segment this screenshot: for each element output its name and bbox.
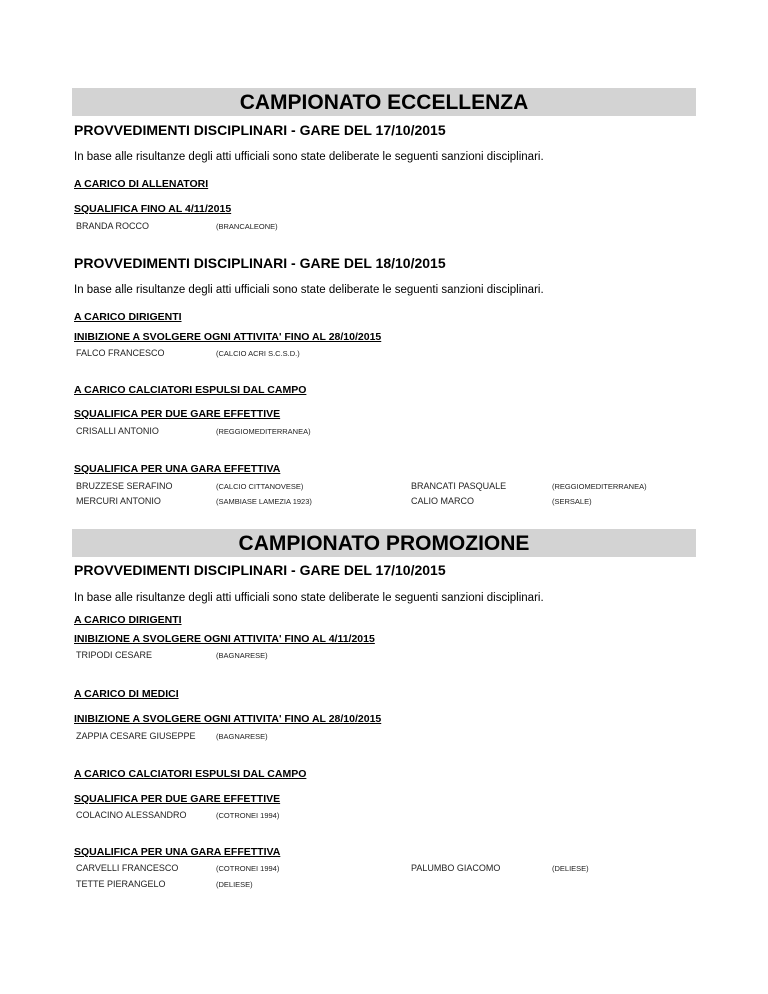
- club-name: (DELIESE): [552, 864, 589, 873]
- person-name: COLACINO ALESSANDRO: [76, 810, 187, 820]
- heading: PROVVEDIMENTI DISCIPLINARI - GARE DEL 17/10/2015: [74, 562, 446, 578]
- sanction-heading: SQUALIFICA FINO AL 4/11/2015: [74, 203, 232, 215]
- club-name: (DELIESE): [216, 880, 253, 889]
- sanction-heading: SQUALIFICA PER UNA GARA EFFETTIVA: [74, 846, 281, 858]
- club-name: (BAGNARESE): [216, 651, 268, 660]
- person-name: PALUMBO GIACOMO: [411, 863, 501, 873]
- sanction-heading: SQUALIFICA PER UNA GARA EFFETTIVA: [74, 463, 281, 475]
- heading: PROVVEDIMENTI DISCIPLINARI - GARE DEL 18/10/2015: [74, 255, 446, 271]
- person-name: CRISALLI ANTONIO: [76, 426, 159, 436]
- intro-text: In base alle risultanze degli atti ufficiali sono state deliberate le seguenti sanzioni disciplinari.: [74, 592, 544, 604]
- person-name: ZAPPIA CESARE GIUSEPPE: [76, 731, 196, 741]
- subheading: A CARICO DI MEDICI: [74, 688, 179, 700]
- sanction-heading: INIBIZIONE A SVOLGERE OGNI ATTIVITA' FINO AL 28/10/2015: [74, 713, 382, 725]
- sanction-heading: INIBIZIONE A SVOLGERE OGNI ATTIVITA' FINO AL 4/11/2015: [74, 633, 375, 645]
- person-name: BRANDA ROCCO: [76, 221, 150, 231]
- intro-text: In base alle risultanze degli atti ufficiali sono state deliberate le seguenti sanzioni disciplinari.: [74, 151, 544, 163]
- club-name: (REGGIOMEDITERRANEA): [216, 427, 311, 436]
- club-name: (CALCIO ACRI S.C.S.D.): [216, 349, 300, 358]
- subheading: A CARICO CALCIATORI ESPULSI DAL CAMPO: [74, 768, 307, 780]
- section-title-eccellenza: CAMPIONATO ECCELLENZA: [72, 88, 696, 116]
- subheading: A CARICO DIRIGENTI: [74, 311, 182, 323]
- sanction-heading: INIBIZIONE A SVOLGERE OGNI ATTIVITA' FINO AL 28/10/2015: [74, 331, 382, 343]
- section-title-promozione: CAMPIONATO PROMOZIONE: [72, 529, 696, 557]
- person-name: CARVELLI FRANCESCO: [76, 863, 179, 873]
- person-name: BRUZZESE SERAFINO: [76, 481, 173, 491]
- person-name: FALCO FRANCESCO: [76, 348, 165, 358]
- club-name: (CALCIO CITTANOVESE): [216, 482, 304, 491]
- subheading: A CARICO CALCIATORI ESPULSI DAL CAMPO: [74, 384, 307, 396]
- sanction-heading: SQUALIFICA PER DUE GARE EFFETTIVE: [74, 793, 281, 805]
- club-name: (COTRONEI 1994): [216, 864, 280, 873]
- club-name: (SAMBIASE LAMEZIA 1923): [216, 497, 312, 506]
- person-name: TRIPODI CESARE: [76, 650, 153, 660]
- subheading: A CARICO DI ALLENATORI: [74, 178, 209, 190]
- club-name: (COTRONEI 1994): [216, 811, 280, 820]
- intro-text: In base alle risultanze degli atti ufficiali sono state deliberate le seguenti sanzioni disciplinari.: [74, 284, 544, 296]
- person-name: BRANCATI PASQUALE: [411, 481, 507, 491]
- person-name: CALIO MARCO: [411, 496, 475, 506]
- club-name: (BAGNARESE): [216, 732, 268, 741]
- club-name: (SERSALE): [552, 497, 592, 506]
- sanction-heading: SQUALIFICA PER DUE GARE EFFETTIVE: [74, 408, 281, 420]
- person-name: TETTE PIERANGELO: [76, 879, 166, 889]
- subheading: A CARICO DIRIGENTI: [74, 614, 182, 626]
- club-name: (BRANCALEONE): [216, 222, 278, 231]
- heading: PROVVEDIMENTI DISCIPLINARI - GARE DEL 17/10/2015: [74, 122, 446, 138]
- club-name: (REGGIOMEDITERRANEA): [552, 482, 647, 491]
- person-name: MERCURI ANTONIO: [76, 496, 161, 506]
